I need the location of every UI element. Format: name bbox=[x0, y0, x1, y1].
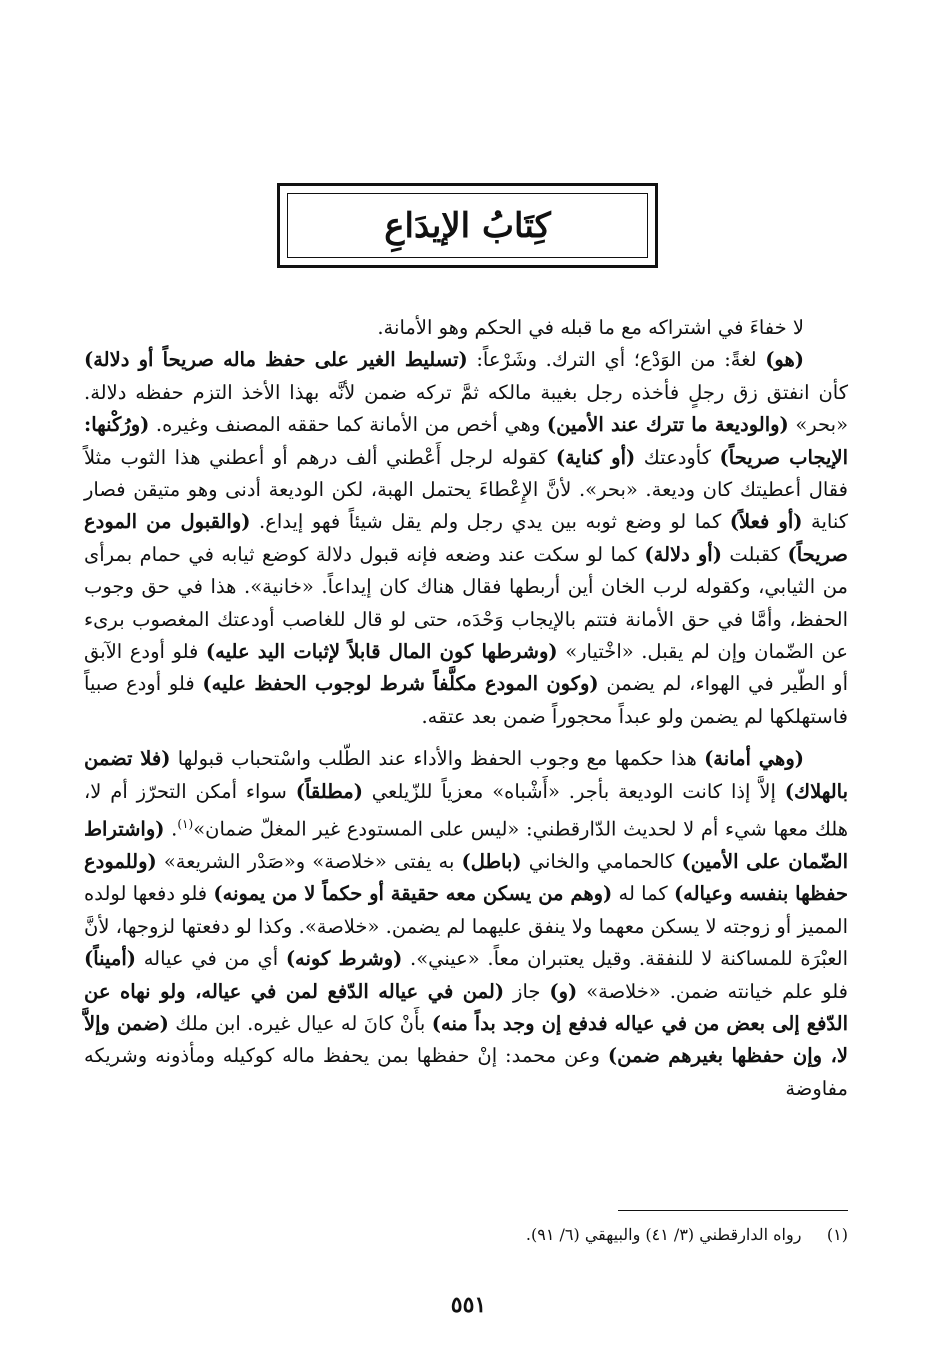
paragraph-1 bbox=[84, 312, 848, 344]
page-number: ٥٥١ bbox=[450, 1292, 487, 1318]
sharh-text: به يفتى «خلاصة» و«صَدْر الشريعة» bbox=[156, 850, 462, 873]
sharh-text: لا خفاءَ في اشتراكه مع ما قبله في الحكم وهو الأمانة. bbox=[377, 316, 804, 339]
sharh-text: فلو دفعها لولده المميز أو زوجته لا يسكن معهما ولا ينفق عليهما لم يضمن. «خلاصة». وكذا لو دفعتها لزوجها، لأنَّ العبْرَة للمساكنة لا للنفقة. وقيل يعتبران معاً. «عيني». bbox=[84, 882, 849, 971]
sharh-text: فلو أودع الآبق أو الطّير في الهواء، لم يضمن bbox=[84, 640, 848, 696]
matn-text: (وهم من يسكن معه حقيقة أو حكماً لا من يمونه) bbox=[213, 882, 613, 906]
matn-text: (وشرطها كون المال قابلاً لإثبات اليد عليه) bbox=[205, 640, 558, 664]
paragraph-2 bbox=[84, 344, 848, 733]
footnote-marker: (١) bbox=[826, 1225, 848, 1244]
sharh-text: كأن انفتق زق رجلٍ فأخذه رجل بغيبة مالكه ثمَّ تركه ضمن لأنَّه بهذا الأخذ التزم حفظه دلالة. «بحر» bbox=[84, 380, 848, 437]
chapter-title: كِتَابُ الإيدَاعِ bbox=[384, 205, 551, 246]
sharh-text: فلو علم خيانته ضمن. «خلاصة» bbox=[577, 979, 849, 1003]
matn-text: (تسليط الغير على حفظ ماله صريحاً أو دلالة) bbox=[84, 348, 468, 372]
sharh-text: هذا حكمها مع وجوب الحفظ والأداء عند الطّلب واسْتحباب قبولها bbox=[170, 747, 705, 771]
matn-text: (واشتراط الضّمان على الأمين) bbox=[84, 817, 849, 873]
paragraph-3 bbox=[84, 743, 848, 1105]
chapter-title-inner-frame bbox=[287, 193, 648, 258]
matn-text: (لمن في عياله الدّفع لمن في عياله، ولو نهاه عن الدّفع إلى بعض من في عياله فدفع إن وجد بداً منه) bbox=[84, 979, 848, 1036]
matn-text: (وشرط كونه) bbox=[285, 947, 403, 971]
matn-text: (ورُكْنها: الإيجاب صريحاً) bbox=[84, 413, 848, 469]
matn-text: (وللمودع حفظها بنفسه وعياله) bbox=[84, 850, 849, 906]
sharh-text: لغةً: من الوَدْع؛ أي الترك. وشَرْعاً: bbox=[467, 348, 766, 372]
footnote-reference: (١) bbox=[177, 817, 194, 832]
body-text bbox=[84, 312, 848, 1105]
sharh-text: كالحمامي والخاني bbox=[521, 850, 682, 873]
matn-text: (باطل) bbox=[461, 850, 522, 873]
footnote-divider bbox=[618, 1210, 848, 1211]
matn-text: (مطلقاً) bbox=[295, 779, 363, 803]
matn-text: (أو فعلاً) bbox=[729, 510, 803, 534]
matn-text: (ضمن وإلاَّ لا، وإن حفظها بغيرهم ضمن) bbox=[84, 1012, 848, 1068]
matn-text: (هو) bbox=[765, 348, 804, 372]
sharh-text: بأَنْ كانَ له عيال غيره. ابن ملك bbox=[168, 1012, 432, 1036]
sharh-text: إلاَّ إذا كانت الوديعة بأجر. «أَشْباه» معزياً للزّيلعي bbox=[362, 779, 785, 803]
sharh-text: وعن محمد: إنْ حفظها بمن يحفظ ماله كوكيله ومأذونه وشريكه مفاوضة bbox=[84, 1044, 848, 1100]
sharh-text: أي من في عياله bbox=[136, 947, 286, 971]
sharh-text: وهي أخص من الأمانة كما حققه المصنف وغيره. bbox=[149, 413, 547, 437]
sharh-text: . bbox=[164, 817, 178, 841]
matn-text: (و) bbox=[549, 979, 578, 1003]
matn-text: (والقبول من المودع صريحاً) bbox=[84, 510, 848, 566]
matn-text: (أو كناية) bbox=[555, 445, 636, 469]
sharh-text: كأودعتك bbox=[635, 445, 720, 469]
matn-text: (وكون المودع مكلَّفاً شرط لوجوب الحفظ عليه) bbox=[202, 672, 599, 696]
sharh-text: كقوله لرجل أَعْطني ألف درهم أو أعطني هذا الثوب مثلاً فقال أعطيتك كان وديعة. «بحر». لأنَّ الإِعْطاءَ يحتمل الهبة، لكن الوديعة أدنى وهو متيقن فصار كناية bbox=[84, 445, 848, 534]
sharh-text: كما لو وضع ثوبه بين يدي رجل ولم يقل شيئاً فهو إيداع. bbox=[250, 510, 730, 534]
matn-text: (وهي أمانة) bbox=[704, 747, 804, 771]
matn-text: (أو دلالة) bbox=[644, 542, 722, 566]
chapter-title-frame bbox=[277, 183, 658, 268]
footnote-text: رواه الدارقطني (٣/ ٤١) والبيهقي (٦/ ٩١). bbox=[525, 1225, 802, 1244]
sharh-text: جاز bbox=[504, 979, 550, 1003]
sharh-text: فلو أودع صبياً فاستهلكها لم يضمن ولو عبداً محجوراً ضمن بعد عتقه. bbox=[84, 672, 848, 728]
matn-text: (أميناً) bbox=[84, 947, 137, 971]
sharh-text: كقبلت bbox=[721, 542, 788, 566]
footnote bbox=[200, 1222, 848, 1248]
matn-text: (فلا تضمن بالهلاك) bbox=[84, 747, 848, 803]
sharh-text: كما لو سكت عند وضعه فإنه قبول دلالة كوضع ثيابه في حمام بمرأى من الثيابي، وكقوله لرب الخان أين أربطها فقال هناك كان إيداعاً. «خانية». هذا في حق وجوب الحفظ، وأمَّا في حق الأمانة فتتم بالإيجاب وَحْدَه، حتى لو قال للغاصب أودعتك المغصوب برىء عن الضّمان وإن لم يقبل. «اخْتيار» bbox=[84, 542, 848, 664]
matn-text: (والوديعة ما تترك عند الأمين) bbox=[546, 413, 789, 437]
sharh-text: كما له bbox=[612, 882, 674, 906]
sharh-text: سواء أمكن التحرّز أم لا، هلك معها شيء أم لا لحديث الدّارقطني: «ليس على المستودع غير المغلّ ضمان» bbox=[84, 779, 848, 841]
